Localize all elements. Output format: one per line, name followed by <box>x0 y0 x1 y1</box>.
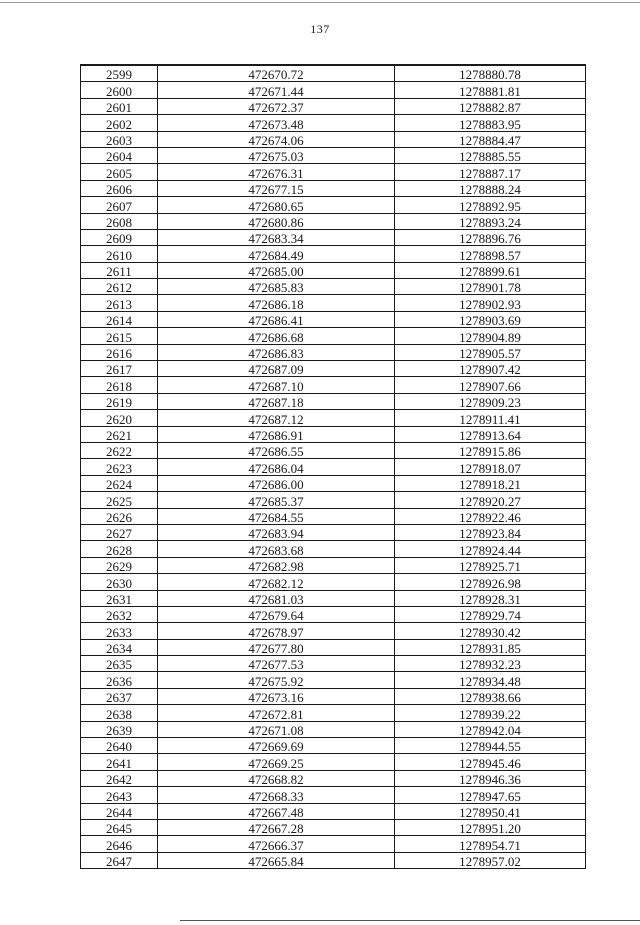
y-coordinate-cell: 1278883.95 <box>395 115 586 131</box>
table-row <box>81 738 586 754</box>
table-row <box>81 721 586 737</box>
table-row <box>81 852 586 868</box>
y-coordinate-cell: 1278918.21 <box>395 475 586 491</box>
y-coordinate-cell: 1278931.85 <box>395 639 586 655</box>
table-row <box>81 705 586 721</box>
point-number-cell: 2606 <box>81 180 158 196</box>
point-number-cell: 2610 <box>81 246 158 262</box>
point-number-cell: 2617 <box>81 361 158 377</box>
table-row <box>81 475 586 491</box>
point-number-cell: 2635 <box>81 656 158 672</box>
point-number-cell: 2630 <box>81 574 158 590</box>
top-edge-rule <box>0 2 640 3</box>
point-number-cell: 2633 <box>81 623 158 639</box>
x-coordinate-cell: 472685.00 <box>158 262 395 278</box>
y-coordinate-cell: 1278904.89 <box>395 328 586 344</box>
point-number-cell: 2600 <box>81 82 158 98</box>
x-coordinate-cell: 472686.83 <box>158 344 395 360</box>
y-coordinate-cell: 1278947.65 <box>395 787 586 803</box>
table-row <box>81 541 586 557</box>
page-number: 137 <box>310 22 330 36</box>
x-coordinate-cell: 472673.48 <box>158 115 395 131</box>
point-number-cell: 2639 <box>81 721 158 737</box>
table-row <box>81 65 586 82</box>
y-coordinate-cell: 1278915.86 <box>395 442 586 458</box>
table-row <box>81 442 586 458</box>
y-coordinate-cell: 1278902.93 <box>395 295 586 311</box>
point-number-cell: 2628 <box>81 541 158 557</box>
point-number-cell: 2640 <box>81 738 158 754</box>
coordinates-table <box>80 64 586 869</box>
x-coordinate-cell: 472677.15 <box>158 180 395 196</box>
y-coordinate-cell: 1278946.36 <box>395 770 586 786</box>
point-number-cell: 2629 <box>81 557 158 573</box>
point-number-cell: 2642 <box>81 770 158 786</box>
point-number-cell: 2619 <box>81 393 158 409</box>
y-coordinate-cell: 1278907.66 <box>395 377 586 393</box>
point-number-cell: 2615 <box>81 328 158 344</box>
y-coordinate-cell: 1278926.98 <box>395 574 586 590</box>
table-row <box>81 524 586 540</box>
y-coordinate-cell: 1278913.64 <box>395 426 586 442</box>
x-coordinate-cell: 472687.18 <box>158 393 395 409</box>
y-coordinate-cell: 1278884.47 <box>395 131 586 147</box>
x-coordinate-cell: 472669.25 <box>158 754 395 770</box>
y-coordinate-cell: 1278928.31 <box>395 590 586 606</box>
point-number-cell: 2614 <box>81 311 158 327</box>
y-coordinate-cell: 1278892.95 <box>395 197 586 213</box>
y-coordinate-cell: 1278954.71 <box>395 836 586 852</box>
y-coordinate-cell: 1278945.46 <box>395 754 586 770</box>
x-coordinate-cell: 472676.31 <box>158 164 395 180</box>
x-coordinate-cell: 472687.09 <box>158 361 395 377</box>
y-coordinate-cell: 1278918.07 <box>395 459 586 475</box>
y-coordinate-cell: 1278944.55 <box>395 738 586 754</box>
x-coordinate-cell: 472686.04 <box>158 459 395 475</box>
table-row <box>81 115 586 131</box>
y-coordinate-cell: 1278899.61 <box>395 262 586 278</box>
table-row <box>81 557 586 573</box>
table-row <box>81 377 586 393</box>
y-coordinate-cell: 1278909.23 <box>395 393 586 409</box>
x-coordinate-cell: 472674.06 <box>158 131 395 147</box>
point-number-cell: 2634 <box>81 639 158 655</box>
table-row <box>81 770 586 786</box>
x-coordinate-cell: 472673.16 <box>158 688 395 704</box>
table-row <box>81 836 586 852</box>
x-coordinate-cell: 472680.86 <box>158 213 395 229</box>
point-number-cell: 2631 <box>81 590 158 606</box>
table-row <box>81 262 586 278</box>
table-row <box>81 819 586 835</box>
x-coordinate-cell: 472671.08 <box>158 721 395 737</box>
point-number-cell: 2599 <box>81 65 158 82</box>
y-coordinate-cell: 1278938.66 <box>395 688 586 704</box>
y-coordinate-cell: 1278925.71 <box>395 557 586 573</box>
x-coordinate-cell: 472666.37 <box>158 836 395 852</box>
x-coordinate-cell: 472685.37 <box>158 492 395 508</box>
y-coordinate-cell: 1278880.78 <box>395 65 586 82</box>
point-number-cell: 2627 <box>81 524 158 540</box>
point-number-cell: 2626 <box>81 508 158 524</box>
x-coordinate-cell: 472675.03 <box>158 147 395 163</box>
x-coordinate-cell: 472683.94 <box>158 524 395 540</box>
point-number-cell: 2602 <box>81 115 158 131</box>
y-coordinate-cell: 1278905.57 <box>395 344 586 360</box>
y-coordinate-cell: 1278922.46 <box>395 508 586 524</box>
point-number-cell: 2608 <box>81 213 158 229</box>
table-row <box>81 426 586 442</box>
x-coordinate-cell: 472671.44 <box>158 82 395 98</box>
table-row <box>81 98 586 114</box>
point-number-cell: 2604 <box>81 147 158 163</box>
point-number-cell: 2625 <box>81 492 158 508</box>
table-row <box>81 344 586 360</box>
table-row <box>81 672 586 688</box>
x-coordinate-cell: 472686.18 <box>158 295 395 311</box>
y-coordinate-cell: 1278896.76 <box>395 229 586 245</box>
point-number-cell: 2641 <box>81 754 158 770</box>
point-number-cell: 2605 <box>81 164 158 180</box>
point-number-cell: 2644 <box>81 803 158 819</box>
x-coordinate-cell: 472687.12 <box>158 410 395 426</box>
point-number-cell: 2611 <box>81 262 158 278</box>
x-coordinate-cell: 472681.03 <box>158 590 395 606</box>
table-row <box>81 787 586 803</box>
y-coordinate-cell: 1278887.17 <box>395 164 586 180</box>
table-row <box>81 656 586 672</box>
y-coordinate-cell: 1278885.55 <box>395 147 586 163</box>
table-row <box>81 229 586 245</box>
x-coordinate-cell: 472677.53 <box>158 656 395 672</box>
x-coordinate-cell: 472665.84 <box>158 852 395 868</box>
table-row <box>81 295 586 311</box>
table-row <box>81 574 586 590</box>
x-coordinate-cell: 472675.92 <box>158 672 395 688</box>
y-coordinate-cell: 1278929.74 <box>395 606 586 622</box>
y-coordinate-cell: 1278942.04 <box>395 721 586 737</box>
table-row <box>81 246 586 262</box>
table-row <box>81 410 586 426</box>
x-coordinate-cell: 472683.34 <box>158 229 395 245</box>
y-coordinate-cell: 1278903.69 <box>395 311 586 327</box>
y-coordinate-cell: 1278932.23 <box>395 656 586 672</box>
y-coordinate-cell: 1278924.44 <box>395 541 586 557</box>
table-row <box>81 508 586 524</box>
point-number-cell: 2603 <box>81 131 158 147</box>
point-number-cell: 2632 <box>81 606 158 622</box>
y-coordinate-cell: 1278898.57 <box>395 246 586 262</box>
x-coordinate-cell: 472672.81 <box>158 705 395 721</box>
y-coordinate-cell: 1278950.41 <box>395 803 586 819</box>
table-row <box>81 459 586 475</box>
table-row <box>81 754 586 770</box>
x-coordinate-cell: 472667.48 <box>158 803 395 819</box>
x-coordinate-cell: 472668.33 <box>158 787 395 803</box>
y-coordinate-cell: 1278881.81 <box>395 82 586 98</box>
table-row <box>81 688 586 704</box>
point-number-cell: 2607 <box>81 197 158 213</box>
x-coordinate-cell: 472682.12 <box>158 574 395 590</box>
x-coordinate-cell: 472687.10 <box>158 377 395 393</box>
table-row <box>81 197 586 213</box>
x-coordinate-cell: 472686.68 <box>158 328 395 344</box>
table-row <box>81 82 586 98</box>
y-coordinate-cell: 1278893.24 <box>395 213 586 229</box>
y-coordinate-cell: 1278901.78 <box>395 279 586 295</box>
point-number-cell: 2645 <box>81 819 158 835</box>
y-coordinate-cell: 1278934.48 <box>395 672 586 688</box>
bottom-edge-rule <box>180 920 640 921</box>
x-coordinate-cell: 472670.72 <box>158 65 395 82</box>
x-coordinate-cell: 472678.97 <box>158 623 395 639</box>
y-coordinate-cell: 1278923.84 <box>395 524 586 540</box>
table-row <box>81 639 586 655</box>
point-number-cell: 2612 <box>81 279 158 295</box>
y-coordinate-cell: 1278939.22 <box>395 705 586 721</box>
table-row <box>81 361 586 377</box>
y-coordinate-cell: 1278930.42 <box>395 623 586 639</box>
point-number-cell: 2616 <box>81 344 158 360</box>
y-coordinate-cell: 1278907.42 <box>395 361 586 377</box>
x-coordinate-cell: 472668.82 <box>158 770 395 786</box>
x-coordinate-cell: 472685.83 <box>158 279 395 295</box>
table-row <box>81 492 586 508</box>
y-coordinate-cell: 1278888.24 <box>395 180 586 196</box>
x-coordinate-cell: 472682.98 <box>158 557 395 573</box>
point-number-cell: 2643 <box>81 787 158 803</box>
point-number-cell: 2622 <box>81 442 158 458</box>
x-coordinate-cell: 472684.49 <box>158 246 395 262</box>
y-coordinate-cell: 1278882.87 <box>395 98 586 114</box>
table-row <box>81 180 586 196</box>
x-coordinate-cell: 472679.64 <box>158 606 395 622</box>
point-number-cell: 2618 <box>81 377 158 393</box>
table-row <box>81 311 586 327</box>
table-row <box>81 623 586 639</box>
x-coordinate-cell: 472677.80 <box>158 639 395 655</box>
table-row <box>81 147 586 163</box>
table-row <box>81 164 586 180</box>
x-coordinate-cell: 472686.91 <box>158 426 395 442</box>
y-coordinate-cell: 1278951.20 <box>395 819 586 835</box>
point-number-cell: 2601 <box>81 98 158 114</box>
point-number-cell: 2638 <box>81 705 158 721</box>
table-row <box>81 131 586 147</box>
point-number-cell: 2647 <box>81 852 158 868</box>
table-row <box>81 606 586 622</box>
x-coordinate-cell: 472669.69 <box>158 738 395 754</box>
point-number-cell: 2609 <box>81 229 158 245</box>
point-number-cell: 2613 <box>81 295 158 311</box>
point-number-cell: 2637 <box>81 688 158 704</box>
point-number-cell: 2636 <box>81 672 158 688</box>
table-row <box>81 590 586 606</box>
x-coordinate-cell: 472667.28 <box>158 819 395 835</box>
point-number-cell: 2621 <box>81 426 158 442</box>
x-coordinate-cell: 472680.65 <box>158 197 395 213</box>
table-row <box>81 279 586 295</box>
table-row <box>81 213 586 229</box>
table-row <box>81 393 586 409</box>
point-number-cell: 2620 <box>81 410 158 426</box>
point-number-cell: 2623 <box>81 459 158 475</box>
table-row <box>81 328 586 344</box>
coordinates-table-body <box>81 65 586 869</box>
x-coordinate-cell: 472686.00 <box>158 475 395 491</box>
y-coordinate-cell: 1278920.27 <box>395 492 586 508</box>
x-coordinate-cell: 472672.37 <box>158 98 395 114</box>
y-coordinate-cell: 1278957.02 <box>395 852 586 868</box>
point-number-cell: 2624 <box>81 475 158 491</box>
y-coordinate-cell: 1278911.41 <box>395 410 586 426</box>
point-number-cell: 2646 <box>81 836 158 852</box>
x-coordinate-cell: 472686.41 <box>158 311 395 327</box>
x-coordinate-cell: 472686.55 <box>158 442 395 458</box>
table-row <box>81 803 586 819</box>
x-coordinate-cell: 472684.55 <box>158 508 395 524</box>
x-coordinate-cell: 472683.68 <box>158 541 395 557</box>
